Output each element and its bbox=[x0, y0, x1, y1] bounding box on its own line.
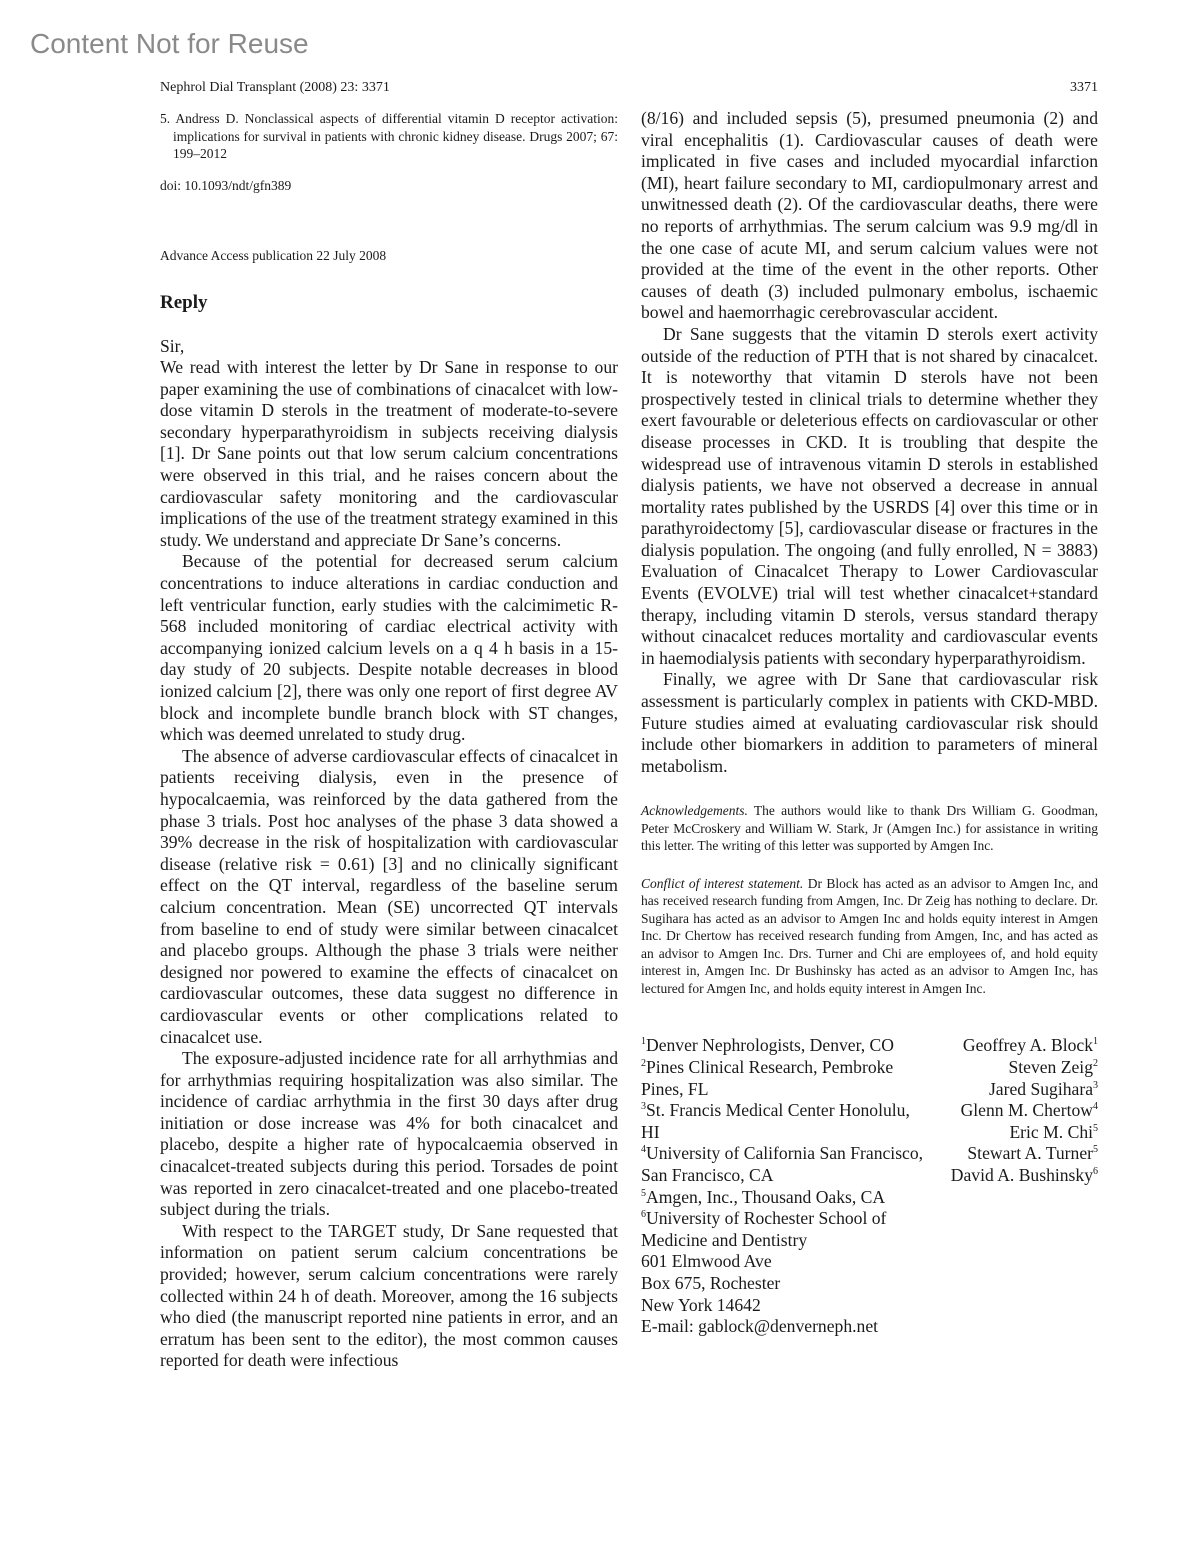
author: Geoffrey A. Block$^1$ bbox=[962, 1035, 1098, 1056]
watermark: Content Not for Reuse bbox=[30, 28, 309, 59]
affiliations-block bbox=[641, 1035, 1098, 1337]
doi: doi: 10.1093/ndt/gfn389 bbox=[160, 177, 292, 193]
author: Jared Sugihara$^3$ bbox=[988, 1078, 1098, 1099]
paragraph: (8/16) and included sepsis (5), presumed pneumonia (2) and viral encephalitis (1). Cardiovascular causes of death were implicated in five cases and included myocardial infarction (MI), heart failure secondary to MI, cardiopulmonary arrest and unwitnessed death (2). Of the cardiovascular deaths, there were no reports of arrhythmias. The serum calcium was 9.9 mg/dl in the one case of acute MI, and serum calcium values were not provided at the time of the event in the other reports. Other causes of death (3) included pulmonary embolus, ischaemic bowel and haemorrhagic cerebrovascular accident. bbox=[641, 108, 1098, 323]
conflict-label: Conflict of interest statement. bbox=[641, 875, 804, 891]
reference-5: 5. Andress D. Nonclassical aspects of differential vitamin D receptor activation: implications for survival in patients with chronic kidney disease. Drugs 2007; 67: 199–2012 bbox=[160, 111, 618, 161]
address-line: Box 675, Rochester bbox=[641, 1272, 781, 1293]
author: David A. Bushinsky$^6$ bbox=[950, 1164, 1098, 1185]
author: Steven Zeig$^2$ bbox=[1008, 1057, 1098, 1077]
page-number: 3371 bbox=[1070, 80, 1098, 95]
acknowledgements bbox=[641, 802, 1098, 855]
affiliation: $^6$University of Rochester School of Medicine and Dentistry bbox=[641, 1208, 887, 1250]
section-title: Reply bbox=[160, 291, 208, 313]
author: Glenn M. Chertow$^4$ bbox=[960, 1100, 1098, 1121]
running-header bbox=[160, 80, 1098, 96]
author: Eric M. Chi$^5$ bbox=[1009, 1121, 1098, 1142]
affiliation: $^2$Pines Clinical Research, Pembroke Pines, FL bbox=[641, 1057, 894, 1099]
acknowledgements-label: Acknowledgements. bbox=[641, 803, 748, 819]
paragraph: Because of the potential for decreased serum calcium concentrations to induce alterations in cardiac conduction and left ventricular function, early studies with the calcimimetic R-568 included monitoring of cardiac electrical activity with accompanying ionized calcium levels on a q 4 h basis in a 15-day study of 20 subjects. Despite notable decreases in blood ionized calcium [2], there was only one report of first degree AV block and incomplete bundle branch block with ST changes, which was deemed unrelated to study drug. bbox=[160, 551, 618, 745]
right-column bbox=[641, 108, 1098, 1338]
affiliation: $^4$University of California San Francisco, San Francisco, CA bbox=[641, 1143, 924, 1185]
author: Stewart A. Turner$^5$ bbox=[967, 1143, 1098, 1164]
paragraph: We read with interest the letter by Dr Sane in response to our paper examining the use of combinations of cinacalcet with low-dose vitamin D sterols in the treatment of moderate-to-severe secondary hyperparathyroidism in subjects receiving dialysis [1]. Dr Sane points out that low serum calcium concentrations were observed in this trial, and he raises concern about the cardiovascular safety monitoring and the cardiovascular implications of the use of the treatment strategy examined in this study. We understand and appreciate Dr Sane’s concerns. bbox=[160, 357, 618, 550]
journal-citation: Nephrol Dial Transplant (2008) 23: 3371 bbox=[160, 80, 390, 95]
address-line: 601 Elmwood Ave bbox=[641, 1251, 772, 1272]
paragraph: Finally, we agree with Dr Sane that cardiovascular risk assessment is particularly complex in patients with CKD-MBD. Future studies aimed at evaluating cardiovascular risk should include other biomarkers in addition to parameters of mineral metabolism. bbox=[641, 669, 1098, 776]
conflict-of-interest bbox=[641, 875, 1098, 998]
acknowledgements-text: The authors would like to thank Drs William G. Goodman, Peter McCroskery and William W. Stark, Jr (Amgen Inc.) for assistance in writing this letter. The writing of this letter was supported by Amgen Inc. bbox=[641, 803, 1098, 854]
authors bbox=[929, 1035, 1098, 1337]
advance-access: Advance Access publication 22 July 2008 bbox=[160, 248, 387, 263]
paragraph: The exposure-adjusted incidence rate for all arrhythmias and for arrhythmias requiring hospitalization was also similar. The incidence of cardiac arrhythmia in the first 30 days after drug initiation or dose increase was 4% for both cinacalcet and placebo, despite a higher rate of hypocalcaemia observed in cinacalcet-treated subjects during this period. Torsades de point was reported in zero cinacalcet-treated and one placebo-treated subject during the trials. bbox=[160, 1048, 618, 1220]
paragraph: Dr Sane suggests that the vitamin D sterols exert activity outside of the reduction of PTH that is not shared by cinacalcet. It is noteworthy that vitamin D sterols have not been prospectively tested in clinical trials to determine whether they exert favourable or deleterious effects on cardiovascular or other disease processes in CKD. It is troubling that despite the widespread use of intravenous vitamin D sterols in established dialysis patients, we have not observed a decrease in annual mortality rates published by the USRDS [4] over this time or in parathyroidectomy [5], cardiovascular disease or fractures in the dialysis population. The ongoing (and fully enrolled, N = 3883) Evaluation of Cinacalcet Therapy to Lower Cardiovascular Events (EVOLVE) trial will test whether cinacalcet+standard therapy, including vitamin D sterols, versus standard therapy without cinacalcet reduces mortality and cardiovascular events in haemodialysis patients with secondary hyperparathyroidism. bbox=[641, 323, 1098, 668]
address-line: New York 14642 bbox=[641, 1294, 761, 1315]
affiliation: $^5$Amgen, Inc., Thousand Oaks, CA bbox=[641, 1186, 886, 1207]
email[interactable]: E-mail: gablock@denverneph.net bbox=[641, 1316, 879, 1337]
affiliation: $^1$Denver Nephrologists, Denver, CO bbox=[641, 1035, 894, 1056]
left-column bbox=[160, 110, 618, 1372]
conflict-text: Dr Block has acted as an advisor to Amgen Inc, and has received research funding from Amgen, Inc. Dr Zeig has nothing to declare. Dr. Sugihara has acted as an advisor to Amgen Inc and holds equity interest in Amgen Inc. Dr Chertow has received research funding from Amgen, Inc, and has acted as an advisor to Amgen Inc. Drs. Turner and Chi are employees of, and hold equity interest in, Amgen Inc. Dr Bushinsky has acted as an advisor to Amgen Inc, has lectured for Amgen Inc, and holds equity interest in Amgen Inc. bbox=[641, 875, 1099, 996]
salutation: Sir, bbox=[160, 335, 185, 356]
affiliations bbox=[641, 1035, 929, 1337]
affiliation: $^3$St. Francis Medical Center Honolulu, HI bbox=[641, 1100, 910, 1142]
paragraph: The absence of adverse cardiovascular effects of cinacalcet in patients receiving dialysis, even in the presence of hypocalcaemia, was reinforced by the data gathered from the phase 3 trials. Post hoc analyses of the phase 3 data showed a 39% decrease in the risk of hospitalization with cardiovascular disease (relative risk = 0.61) [3] and no clinically significant effect on the QT interval, regardless of the baseline serum calcium concentration. Mean (SE) uncorrected QT intervals from baseline to end of study were similar between cinacalcet and placebo groups. Although the phase 3 trials were neither designed nor powered to examine the effects of cinacalcet on cardiovascular outcomes, these data suggest no difference in cardiovascular events or other complications related to cinacalcet use. bbox=[160, 745, 618, 1047]
paragraph: With respect to the TARGET study, Dr Sane requested that information on patient serum calcium concentrations be provided; however, serum calcium concentrations were rarely collected within 24 h of death. Moreover, among the 16 subjects who died (the manuscript reported nine patients in error, and an erratum has been sent to the editor), the most common causes reported for death were infectious bbox=[160, 1220, 618, 1371]
